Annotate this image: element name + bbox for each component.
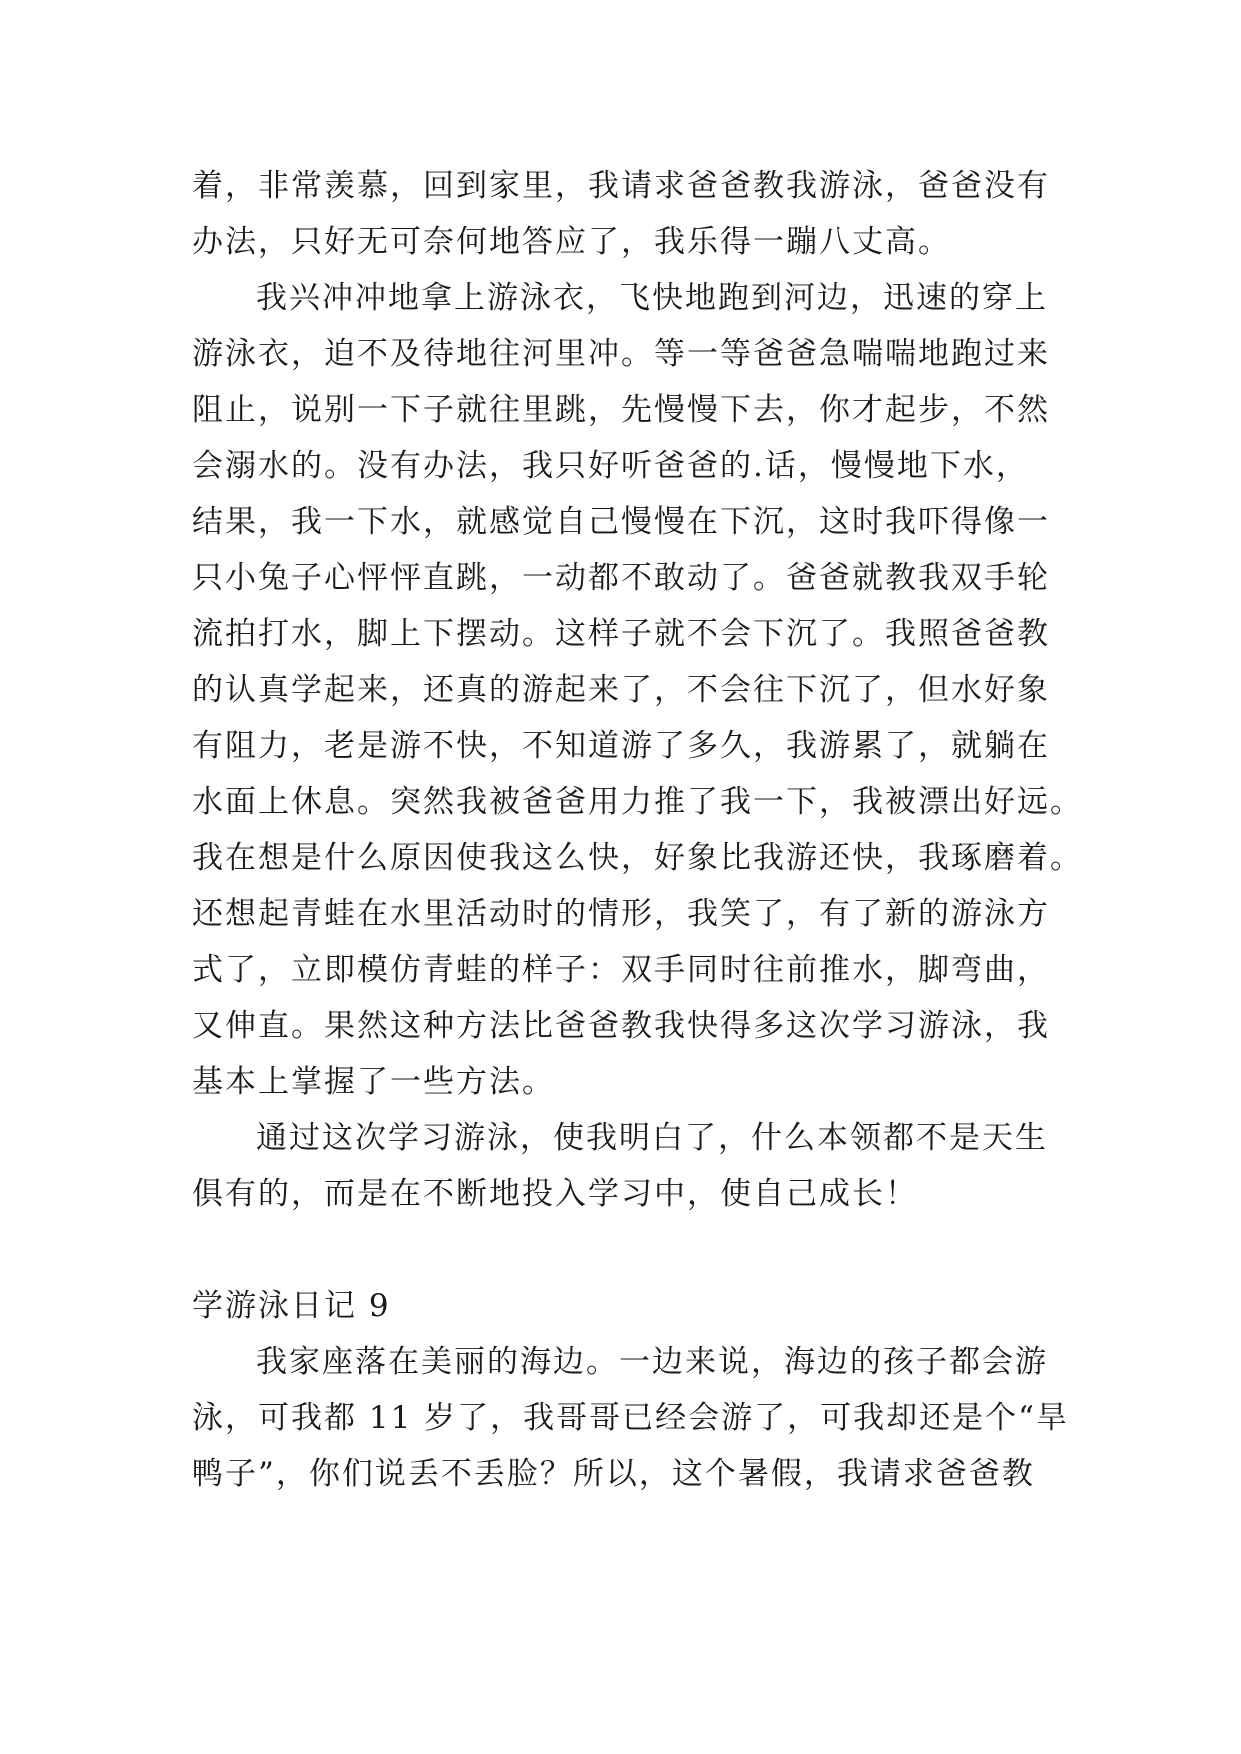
paragraph-first-line: 我家座落在美丽的海边。一边来说，海边的孩子都会游: [256, 1344, 1048, 1380]
text-line: 俱有的，而是在不断地投入学习中，使自己成长！: [192, 1176, 918, 1212]
section-title: 学游泳日记 9: [192, 1288, 391, 1324]
text-line: 基本上掌握了一些方法。: [192, 1064, 555, 1100]
text-line: 办法，只好无可奈何地答应了，我乐得一蹦八丈高。: [192, 224, 951, 260]
text-line: 还想起青蛙在水里活动时的情形，我笑了，有了新的游泳方: [192, 896, 1050, 932]
text-line: 游泳衣，迫不及待地往河里冲。等一等爸爸急喘喘地跑过来: [192, 336, 1050, 372]
text-line: 泳，可我都 11 岁了，我哥哥已经会游了，可我却还是个“旱: [192, 1400, 1069, 1436]
text-line: 阻止，说别一下子就往里跳，先慢慢下去，你才起步，不然: [192, 392, 1050, 428]
text-line: 有阻力，老是游不快，不知道游了多久，我游累了，就躺在: [192, 728, 1050, 764]
text-line: 会溺水的。没有办法，我只好听爸爸的.话，慢慢地下水，: [192, 448, 1029, 484]
text-line: 鸭子”，你们说丢不丢脸？所以，这个暑假，我请求爸爸教: [192, 1456, 1035, 1492]
paragraph-first-line: 我兴冲冲地拿上游泳衣，飞快地跑到河边，迅速的穿上: [256, 280, 1048, 316]
paragraph-first-line: 通过这次学习游泳，使我明白了，什么本领都不是天生: [256, 1120, 1048, 1156]
text-line: 我在想是什么原因使我这么快，好象比我游还快，我琢磨着。: [192, 840, 1083, 876]
text-line: 又伸直。果然这种方法比爸爸教我快得多这次学习游泳，我: [192, 1008, 1050, 1044]
text-line: 的认真学起来，还真的游起来了，不会往下沉了，但水好象: [192, 672, 1050, 708]
text-line: 着，非常羡慕，回到家里，我请求爸爸教我游泳，爸爸没有: [192, 168, 1050, 204]
text-line: 式了，立即模仿青蛙的样子：双手同时往前推水，脚弯曲，: [192, 952, 1050, 988]
text-line: 结果，我一下水，就感觉自己慢慢在下沉，这时我吓得像一: [192, 504, 1050, 540]
text-line: 只小兔子心怦怦直跳，一动都不敢动了。爸爸就教我双手轮: [192, 560, 1050, 596]
text-line: 流拍打水，脚上下摆动。这样子就不会下沉了。我照爸爸教: [192, 616, 1050, 652]
text-line: 水面上休息。突然我被爸爸用力推了我一下，我被漂出好远。: [192, 784, 1083, 820]
